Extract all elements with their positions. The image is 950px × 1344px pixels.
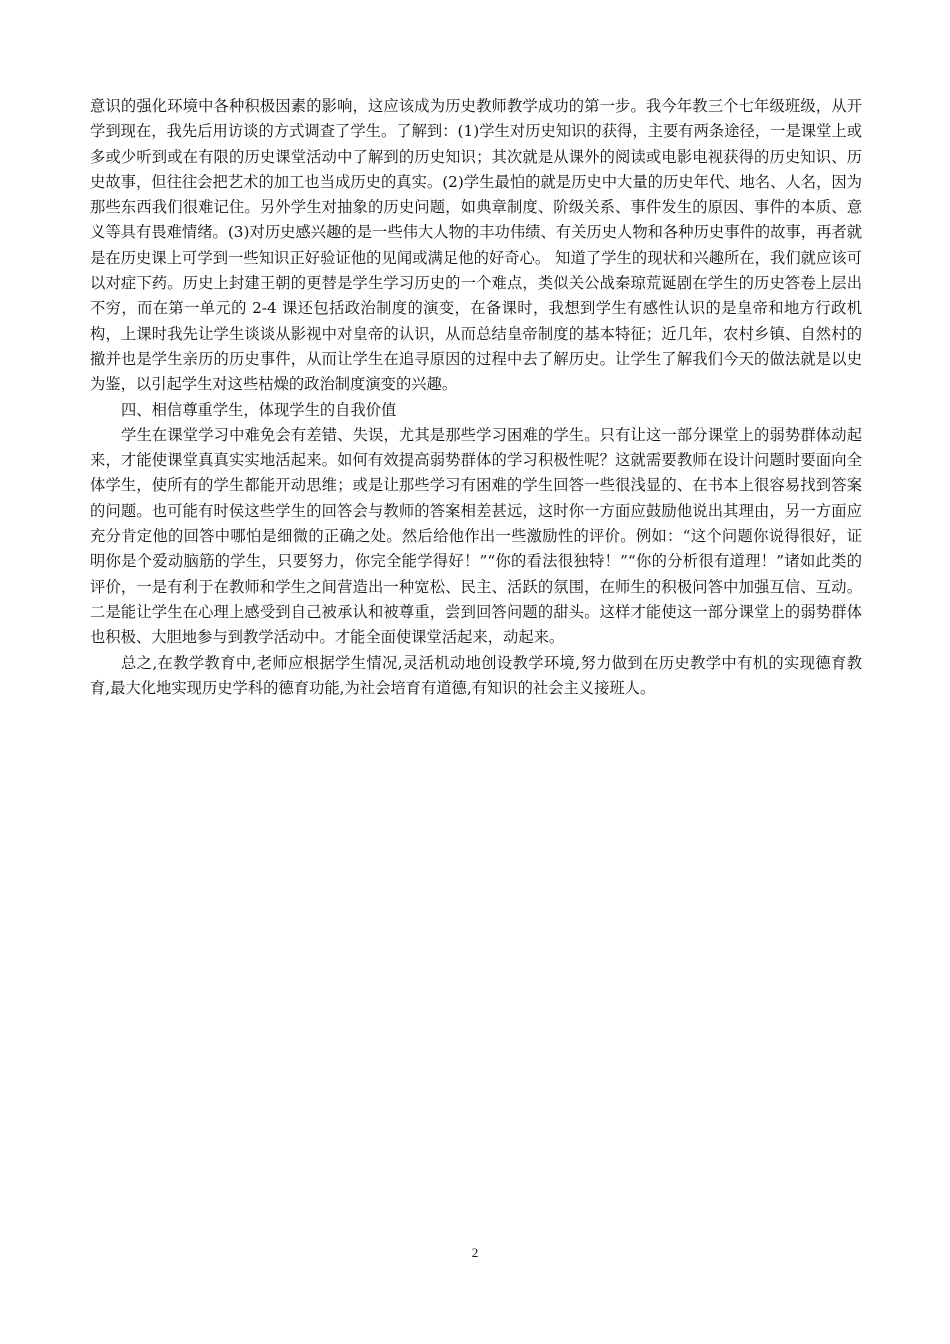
section-heading-respect-students: 四、相信尊重学生，体现学生的自我价值	[121, 400, 397, 419]
body-text	[90, 94, 862, 701]
page-number: 2	[471, 1245, 479, 1260]
paragraph-weak-group: 学生在课堂学习中难免会有差错、失误，尤其是那些学习困难的学生。只有让这一部分课堂上的弱势群体动起来，才能使课堂真真实实地活起来。如何有效提高弱势群体的学习积极性呢？这就需要教师在设计问题时要面向全体学生，使所有的学生都能开动思维；或是让那些学习有困难的学生回答一些很浅显的、在书本上很容易找到答案的问题。也可能有时侯这些学生的回答会与教师的答案相差甚远，这时你一方面应鼓励他说出其理由，另一方面应充分肯定他的回答中哪怕是细微的正确之处。然后给他作出一些激励性的评价。例如：“这个问题你说得很好，证明你是个爱动脑筋的学生，只要努力，你完全能学得好！”“你的看法很独特！”“你的分析很有道理！”诸如此类的评价，一是有利于在教师和学生之间营造出一种宽松、民主、活跃的氛围，在师生的积极问答中加强互信、互动。二是能让学生在心理上感受到自己被承认和被尊重，尝到回答问题的甜头。这样才能使这一部分课堂上的弱势群体也积极、大胆地参与到教学活动中。才能全面使课堂活起来，动起来。	[90, 425, 862, 647]
paragraph-conclusion: 总之,在教学教育中,老师应根据学生情况,灵活机动地创设教学环境,努力做到在历史教学中有机的实现德育教育,最大化地实现历史学科的德育功能,为社会培育有道德,有知识的社会主义接班人。	[90, 653, 862, 697]
paragraph-student-survey: 意识的强化环境中各种积极因素的影响，这应该成为历史教师教学成功的第一步。我今年教三个七年级班级，从开学到现在，我先后用访谈的方式调查了学生。了解到：(1)学生对历史知识的获得，主要有两条途径，一是课堂上或多或少听到或在有限的历史课堂活动中了解到的历史知识；其次就是从课外的阅读或电影电视获得的历史知识、历史故事，但往往会把艺术的加工也当成历史的真实。(2)学生最怕的就是历史中大量的历史年代、地名、人名，因为那些东西我们很难记住。另外学生对抽象的历史问题，如典章制度、阶级关系、事件发生的原因、事件的本质、意义等具有畏难情绪。(3)对历史感兴趣的是一些伟大人物的丰功伟绩、有关历史人物和各种历史事件的故事，再者就是在历史课上可学到一些知识正好验证他的见闻或满足他的好奇心。 知道了学生的现状和兴趣所在，我们就应该可以对症下药。历史上封建王朝的更替是学生学习历史的一个难点，类似关公战秦琼荒诞剧在学生的历史答卷上层出不穷，而在第一单元的 2-4 课还包括政治制度的演变，在备课时，我想到学生有感性认识的是皇帝和地方行政机构，上课时我先让学生谈谈从影视中对皇帝的认识，从而总结皇帝制度的基本特征；近几年，农村乡镇、自然村的撤并也是学生亲历的历史事件，从而让学生在追寻原因的过程中去了解历史。让学生了解我们今天的做法就是以史为鉴，以引起学生对这些枯燥的政治制度演变的兴趣。	[90, 97, 862, 394]
